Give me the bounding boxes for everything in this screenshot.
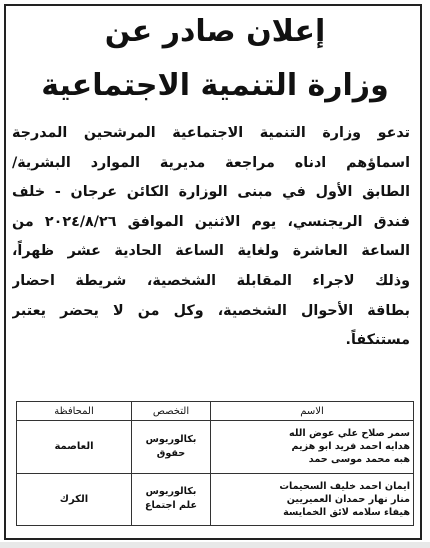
degree-label: بكالوريوس [145, 433, 197, 445]
governorate-cell: الكرك [17, 473, 132, 526]
candidate-name: هيفاء سلامه لائق الخمايسة [283, 506, 410, 518]
body-line: بطاقة الأحوال الشخصية، وكل من لا يحضر يعتبر [12, 302, 410, 319]
table-row [17, 421, 414, 474]
candidate-names-cell [211, 473, 414, 526]
major-label: حقوق [156, 447, 186, 459]
bottom-edge-strip [0, 542, 430, 548]
candidate-name: ايمان احمد خليف السحيمات [279, 480, 410, 492]
announcement-title: إعلان صادر عن [104, 14, 326, 49]
body-line: الطابق الأول في مبنى الوزارة الكائن عرجان - خلف [12, 184, 410, 201]
body-line: اسماؤهم ادناه مراجعة مديرية الموارد البشرية/ [12, 154, 410, 171]
governorate-cell: العاصمة [17, 421, 132, 474]
candidate-name: سمر صلاح علي عوض الله [289, 428, 410, 440]
body-line: وذلك لاجراء المقابلة الشخصية، شريطة احضار [12, 272, 410, 289]
major-label: علم اجتماع [144, 500, 198, 512]
candidate-name: هبه محمد موسى حمد [308, 454, 410, 466]
candidate-names-cell [211, 421, 414, 474]
candidates-table [16, 401, 414, 526]
specialization-column-header: التخصص [132, 402, 211, 421]
candidate-name: منار نهار حمدان العميريين [286, 493, 410, 505]
specialization-cell [132, 473, 211, 526]
body-line: الساعة العاشرة ولغاية الساعة الحادية عشر ظهراً، [12, 243, 410, 260]
announcement-body [12, 119, 410, 356]
specialization-cell [132, 421, 211, 474]
body-line: مستنكفاً. [345, 332, 410, 349]
ministry-name: وزارة التنمية الاجتماعية [41, 68, 389, 103]
names-column-header: الاسم [211, 402, 414, 421]
body-line: تدعو وزارة التنمية الاجتماعية المرشحين المدرجة [12, 125, 410, 141]
table-header-row [17, 402, 414, 421]
degree-label: بكالوريوس [145, 486, 197, 498]
body-line: فندق الريجنسي، يوم الاثنين الموافق ٢٠٢٤/٨/٢٦ من [12, 213, 410, 230]
candidate-name: هدايه احمد فريد ابو هزيم [291, 441, 410, 453]
table-row [17, 473, 414, 526]
governorate-column-header: المحافظة [17, 402, 132, 421]
